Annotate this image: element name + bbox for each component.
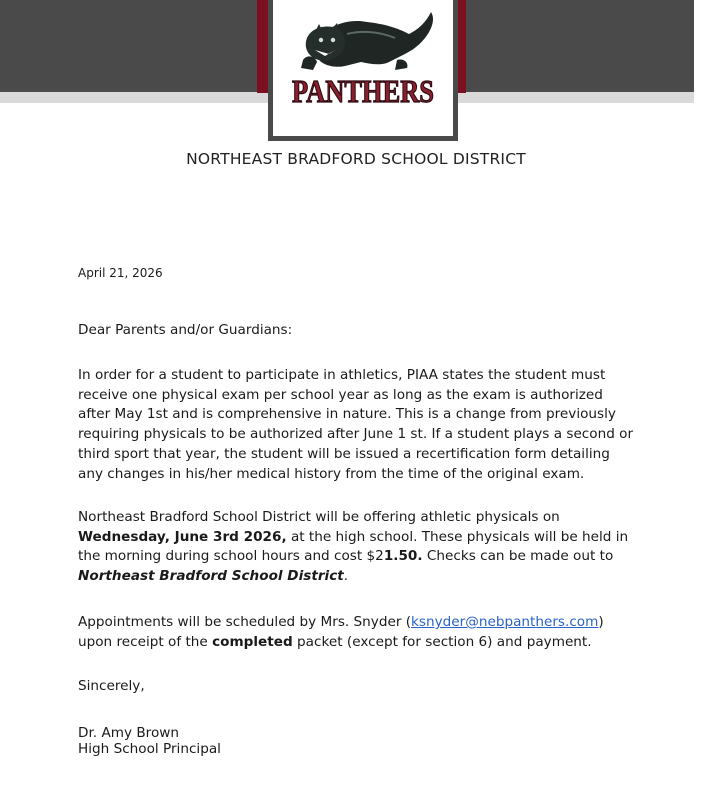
paragraph-physical-details xyxy=(78,508,638,587)
contact-email-link[interactable]: ksnyder@nebpanthers.com xyxy=(411,614,599,630)
p2-text-4: . xyxy=(343,568,349,585)
signer-name: Dr. Amy Brown xyxy=(78,725,180,741)
paragraph-physical-requirements: In order for a student to participate in athletics, PIAA states the student must receive one physical exam per school year as long as the exam is authorized after May 1st and is comprehensive in nature. This is a change from previously requiring physicals to be authorized after June 1 st. If a student plays a second or third sport that year, the student will be issued a recertification form detailing any changes in his/her medical history from the time of the original exam. xyxy=(78,367,634,482)
physical-cost: 1.50. xyxy=(383,548,423,565)
p3-text-1: Appointments will be scheduled by Mrs. Snyder ( xyxy=(78,614,412,630)
logo-wordmark: PANTHERS xyxy=(292,73,434,109)
check-payee: Northeast Bradford School District xyxy=(78,568,344,585)
letterhead-accent-left xyxy=(257,0,268,93)
letter-date: April 21, 2026 xyxy=(78,266,163,280)
signer-title: High School Principal xyxy=(78,741,221,757)
physical-date: Wednesday, June 3rd 2026, xyxy=(78,528,287,545)
completed-emphasis: completed xyxy=(212,633,293,650)
paragraph-appointments xyxy=(78,613,638,652)
letter-closing: Sincerely, xyxy=(78,678,145,694)
p2-text-3: Checks can be made out to xyxy=(422,548,614,565)
letter-greeting: Dear Parents and/or Guardians: xyxy=(78,322,293,338)
p2-text-2: at the high school. These physicals will be held in the morning during school hours and cost $2 xyxy=(78,528,629,565)
p2-text-1: Northeast Bradford School District will be offering athletic physicals on xyxy=(78,509,560,525)
p3-text-3: packet (except for section 6) and payment. xyxy=(292,633,592,650)
district-name: NORTHEAST BRADFORD SCHOOL DISTRICT xyxy=(186,150,526,168)
panther-mascot-icon xyxy=(285,4,441,122)
p3-text-2: ) upon receipt of the xyxy=(78,614,604,650)
panthers-logo xyxy=(268,0,458,141)
